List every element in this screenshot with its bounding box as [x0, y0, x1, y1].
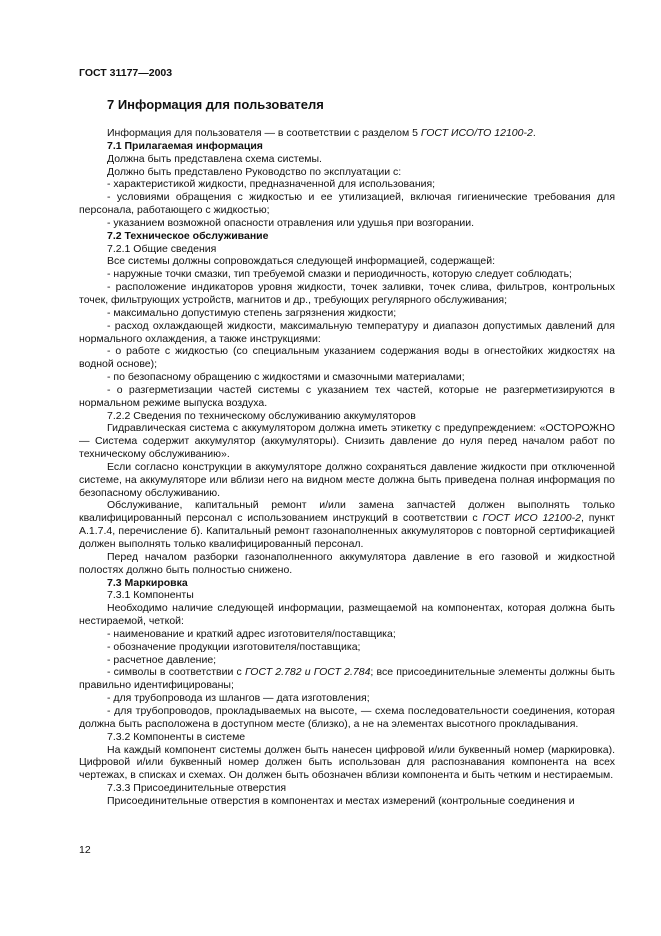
list-item: - наименование и краткий адрес изготовителя/поставщика;	[107, 627, 396, 640]
list-item: - максимально допустимую степень загрязнения жидкости;	[107, 306, 397, 319]
paragraph: Гидравлическая система с аккумулятором должна иметь этикетку с предупреждением: «ОСТОРОЖНО — Система содержит аккумулятор (аккумуляторы). Снизить давление до нуля перед началом работ по техническому обслуживанию».	[79, 422, 615, 461]
clause-heading: 7.3.3 Присоединительные отверстия	[107, 782, 287, 795]
list-item: - условиями обращения с жидкостью и ее утилизацией, включая гигиенические требования для персонала, работающего с жидкостью;	[79, 191, 615, 217]
paragraph: Присоединительные отверстия в компонентах и местах измерений (контрольные соединения и	[107, 794, 575, 807]
paragraph: Если согласно конструкции в аккумуляторе должно сохраняться давление жидкости при отключенной системе, на аккумуляторе или вблизи него на видном месте должна быть приведена полная информация по безопасному обслуживанию.	[79, 460, 615, 499]
list-item: - характеристикой жидкости, предназначенной для использования;	[107, 178, 436, 191]
list-item: - указанием возможной опасности отравления или удушья при возгорании.	[107, 216, 475, 229]
intro-paragraph: Информация для пользователя — в соответствии с разделом 5 ГОСТ ИСО/ТО 12100-2.	[107, 127, 536, 139]
standard-reference: ГОСТ ИСО 12100-2	[482, 512, 581, 525]
standard-reference: ГОСТ 2.784	[313, 666, 371, 679]
standard-reference: ГОСТ 2.782	[244, 666, 302, 679]
list-item: - расположение индикаторов уровня жидкости, точек заливки, точек слива, фильтров, контрольных точек, фильтрующих устройств, магнитов и др., требующих регулярного обслуживания;	[79, 281, 615, 306]
paragraph: На каждый компонент системы должен быть нанесен цифровой и/или буквенный номер (маркировка). Цифровой и/или буквенный номер должен быть использован для распознавания компонента на всех чертежах, в списках и схемах. Он должен быть обозначен вблизи компонента и быть четким и нестираемым.	[79, 743, 615, 782]
list-item: - о работе с жидкостью (со специальным указанием содержания воды в огнестойких жидкостях на водной основе);	[79, 345, 615, 371]
document-code: ГОСТ 31177—2003	[79, 67, 173, 79]
subsection-heading: 7.2 Техническое обслуживание	[107, 229, 269, 242]
paragraph: Все системы должны сопровождаться следующей информацией, содержащей:	[107, 255, 496, 268]
clause-heading: 7.2.2 Сведения по техническому обслуживанию аккумуляторов	[107, 409, 416, 422]
subsection-heading: 7.1 Прилагаемая информация	[107, 139, 263, 152]
paragraph: Должно быть представлено Руководство по эксплуатации с:	[107, 165, 402, 178]
paragraph: Обслуживание, капитальный ремонт и/или замена запчастей должен выполнять только квалифицированный персонал с использованием инструкций в соответствии с ГОСТ ИСО 12100-2, пункт А.1.7.4, перечисление б). Капитальный ремонт газонаполненных аккумуляторов с повторной сертификацией должен выполнять только квалифицированный персонал.	[79, 499, 615, 550]
list-item: - наружные точки смазки, тип требуемой смазки и периодичность, которую следует соблюдать;	[107, 268, 572, 281]
subsection-heading: 7.3 Маркировка	[107, 576, 188, 589]
document-body	[79, 127, 615, 808]
list-item: - расчетное давление;	[107, 653, 217, 666]
list-item: - обозначение продукции изготовителя/поставщика;	[107, 640, 361, 653]
clause-heading: 7.3.1 Компоненты	[107, 589, 194, 602]
paragraph: Должна быть представлена схема системы.	[107, 152, 322, 165]
paragraph: Перед началом разборки газонаполненного аккумулятора давление в его газовой и жидкостной полостях должно быть полностью снижено.	[79, 550, 615, 576]
list-item: - расход охлаждающей жидкости, максимальную температуру и диапазон допустимых давлений для нормального охлаждения, а также инструкциями:	[79, 319, 615, 345]
page-number: 12	[79, 844, 91, 856]
list-item: - по безопасному обращению с жидкостями и смазочными материалами;	[107, 371, 465, 384]
standard-reference: ГОСТ ИСО/ТО 12100-2	[420, 127, 533, 139]
list-item: - для трубопроводов, прокладываемых на высоте, — схема последовательности соединения, которая должна быть расположена в доступном месте (близко), а не на элементах высотного прокладывания.	[79, 704, 615, 730]
list-item: - для трубопровода из шлангов — дата изготовления;	[107, 692, 370, 705]
clause-heading: 7.2.1 Общие сведения	[107, 242, 217, 255]
section-title: 7 Информация для пользователя	[107, 97, 324, 112]
list-item: - о разгерметизации частей системы с указанием тех частей, которые не разгерметизируются в нормальном режиме выпуска воздуха.	[79, 383, 615, 409]
clause-heading: 7.3.2 Компоненты в системе	[107, 730, 246, 743]
list-item: - символы в соответствии с ГОСТ 2.782 и ГОСТ 2.784; все присоединительные элементы должны быть правильно идентифицированы;	[79, 666, 615, 692]
paragraph: Необходимо наличие следующей информации, размещаемой на компонентах, которая должна быть нестираемой, четкой:	[79, 602, 615, 628]
